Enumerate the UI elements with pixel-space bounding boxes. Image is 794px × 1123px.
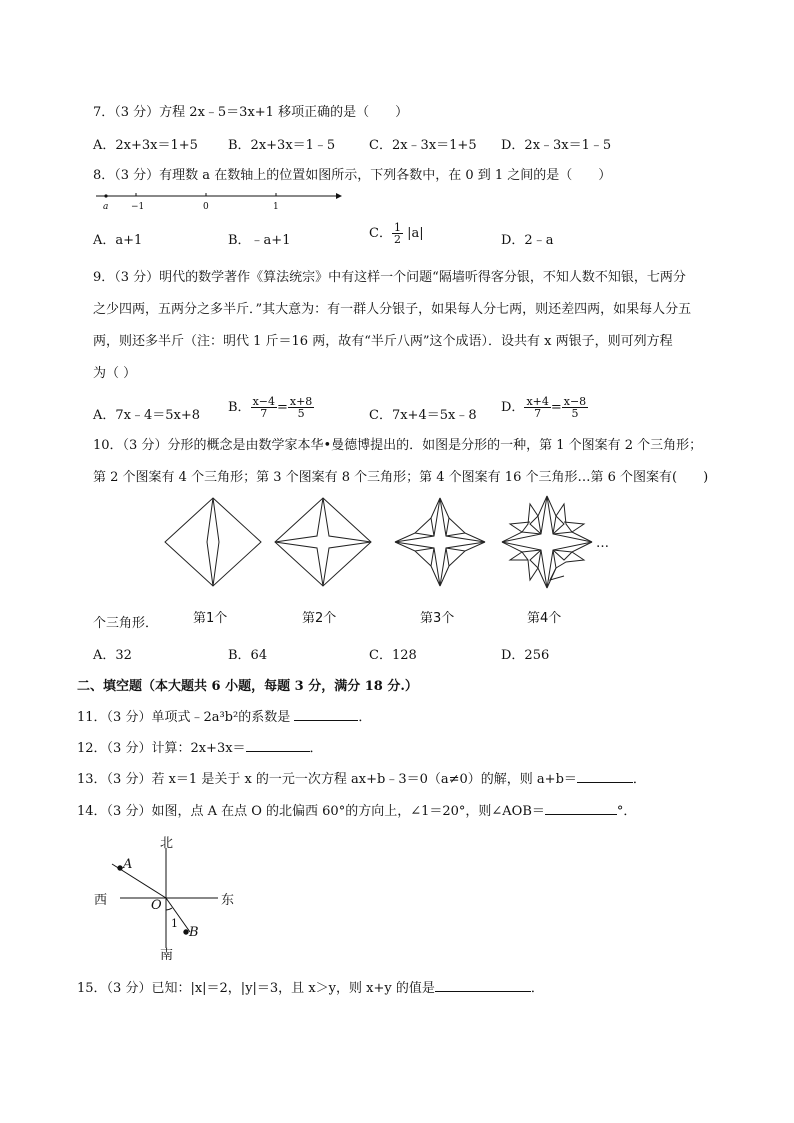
frac-denominator: 2 — [393, 233, 401, 246]
q9-d-frac-right — [562, 396, 588, 419]
q9-line1: 9．（3 分）明代的数学著作《算法统宗》中有这样一个问题“隔墙听得客分银，不知人数不知银，七两分 — [93, 270, 686, 285]
q12-answer-blank[interactable] — [246, 739, 310, 752]
axis-label-a: a — [103, 202, 109, 212]
q12-end: ． — [309, 741, 323, 756]
frac-denominator: 5 — [297, 407, 305, 420]
point-a-dot — [104, 194, 107, 197]
q10-option-a: A．32 — [93, 648, 132, 663]
axis-label-0: 0 — [203, 202, 209, 212]
q10-line2: 第 2 个图案有 4 个三角形；第 3 个图案有 8 个三角形；第 4 个图案有 16 个三角形…第 6 个图案有( ) — [93, 470, 709, 485]
label-point-a: A — [123, 857, 133, 872]
q8-option-c-label: C． — [369, 226, 392, 241]
equals-sign: = — [276, 400, 288, 415]
label-west: 西 — [94, 893, 108, 908]
q13-text: 13．（3 分）若 x＝1 是关于 x 的一元一次方程 ax+b﹣3＝0（a≠0）的解，则 a+b＝ — [77, 772, 577, 787]
q9-line4: 为（ ） — [93, 366, 137, 381]
pattern-caption-3: 第3个 — [420, 611, 455, 626]
q9-b-frac-right — [288, 396, 314, 419]
fractal-pattern-4 — [500, 494, 594, 590]
section-fill-in-title: 二、填空题（本大题共 6 小题，每题 3 分，满分 18 分.） — [77, 679, 418, 694]
q8-option-a: A．a+1 — [93, 233, 143, 248]
q9-b-frac-left — [251, 396, 277, 419]
q8-option-c-abs: |a| — [407, 226, 424, 241]
pattern-ellipsis: … — [596, 536, 609, 551]
q9-option-a: A．7x﹣4＝5x+8 — [93, 408, 201, 423]
q8-option-c — [369, 222, 424, 245]
pattern-caption-2: 第2个 — [302, 611, 337, 626]
q13-end: ． — [632, 772, 646, 787]
q9-d-frac-left — [524, 396, 550, 419]
fractal-pattern-1 — [163, 496, 263, 588]
pattern-caption-4: 第4个 — [527, 611, 562, 626]
label-south: 南 — [160, 948, 174, 963]
q14 — [77, 800, 636, 819]
frac-numerator: x+4 — [526, 395, 549, 408]
q15-end: ． — [530, 981, 544, 996]
q9-option-b-label: B． — [228, 400, 251, 415]
q11 — [77, 706, 371, 725]
axis-label-neg1: −1 — [131, 202, 145, 212]
q9-option-d — [501, 396, 588, 419]
q10-option-d: D．256 — [501, 648, 550, 663]
q14-answer-blank[interactable] — [545, 802, 617, 815]
q9-option-c: C．7x+4＝5x﹣8 — [369, 408, 477, 423]
q9-line2: 之少四两，五两分之多半斤．”其大意为：有一群人分银子，如果每人分七两，则还差四两，如果每人分五 — [93, 302, 692, 317]
fractal-pattern-2 — [273, 496, 373, 588]
q7-option-a: A．2x+3x＝1+5 — [93, 138, 198, 153]
q12 — [77, 737, 323, 756]
q11-text: 11．（3 分）单项式﹣2a³b²的系数是 — [77, 710, 291, 725]
q15-answer-blank[interactable] — [435, 979, 531, 992]
label-origin-o: O — [151, 898, 162, 913]
q7-stem: 7．（3 分）方程 2x﹣5＝3x+1 移项正确的是（ ） — [93, 105, 409, 120]
q9-option-b — [228, 396, 314, 419]
q11-end: ． — [358, 710, 372, 725]
q7-option-d: D．2x﹣3x＝1﹣5 — [501, 138, 612, 153]
q13-answer-blank[interactable] — [577, 770, 633, 783]
q8-option-b: B．﹣a+1 — [228, 233, 291, 248]
frac-numerator: x+8 — [289, 395, 313, 408]
q10-option-b: B．64 — [228, 648, 268, 663]
pattern-caption-1: 第1个 — [193, 611, 228, 626]
q8-option-c-fraction — [392, 222, 403, 245]
frac-numerator: x−8 — [563, 395, 587, 408]
frac-numerator: 1 — [393, 221, 401, 234]
q7-option-c: C．2x﹣3x＝1+5 — [369, 138, 477, 153]
q13 — [77, 768, 646, 787]
frac-denominator: 7 — [260, 407, 268, 420]
label-north: 北 — [160, 836, 174, 851]
label-point-b: B — [189, 925, 199, 940]
q10-line3: 个三角形． — [93, 616, 159, 631]
q15 — [77, 977, 544, 996]
q9-line3: 两，则还多半斤（注：明代 1 斤＝16 两，故有“半斤八两”这个成语）．设共有 x 两银子，则可列方程 — [93, 334, 673, 349]
q7-option-b: B．2x+3x＝1﹣5 — [228, 138, 336, 153]
q14-end: °． — [616, 804, 637, 819]
q12-text: 12．（3 分）计算：2x+3x＝ — [77, 741, 246, 756]
label-east: 东 — [221, 893, 235, 908]
fractal-pattern-3 — [393, 496, 487, 588]
frac-denominator: 7 — [534, 407, 542, 420]
q8-option-d: D．2﹣a — [501, 233, 554, 248]
frac-denominator: 5 — [571, 407, 579, 420]
q10-line1: 10．（3 分）分形的概念是由数学家本华•曼德博提出的．如图是分形的一种，第 1 个图案有 2 个三角形； — [93, 438, 703, 453]
equals-sign: = — [550, 400, 562, 415]
q15-text: 15．（3 分）已知：|x|＝2，|y|＝3，且 x＞y，则 x+y 的值是 — [77, 981, 435, 996]
axis-label-1: 1 — [273, 202, 279, 212]
q8-stem: 8．（3 分）有理数 a 在数轴上的位置如图所示，下列各数中，在 0 到 1 之间的是（ ） — [93, 168, 612, 183]
frac-numerator: x−4 — [252, 395, 275, 408]
label-angle-1: 1 — [171, 917, 178, 930]
q11-answer-blank[interactable] — [294, 708, 358, 721]
q10-option-c: C．128 — [369, 648, 417, 663]
q14-text: 14．（3 分）如图，点 A 在点 O 的北偏西 60°的方向上，∠1＝20°，则∠AOB＝ — [77, 804, 545, 819]
q9-option-d-label: D． — [501, 400, 525, 415]
